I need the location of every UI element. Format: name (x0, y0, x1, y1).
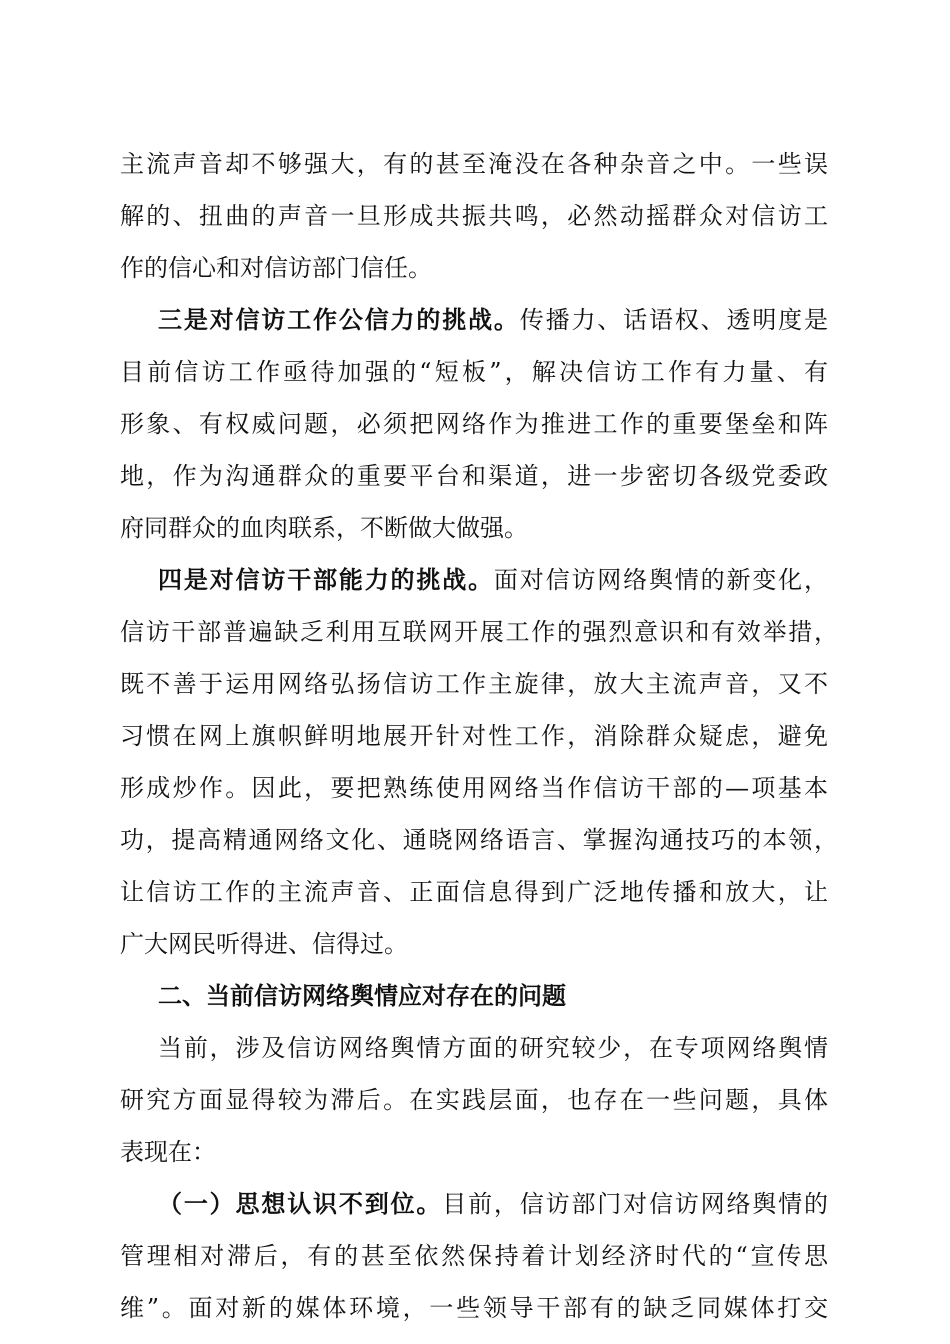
body-line (0, 817, 950, 863)
body-line (0, 869, 950, 915)
line-text: 广大网民听得进、信得过。 (120, 930, 408, 958)
line-text: 维”。面对新的媒体环境，一些领导干部有的缺乏同媒体打交 (120, 1294, 828, 1322)
body-line (0, 1077, 950, 1123)
line-text: 功，提高精通网络文化、通晓网络语言、掌握沟通技巧的本领， (120, 826, 838, 854)
line-text: 表现在： (120, 1138, 216, 1166)
body-line (0, 141, 950, 187)
paragraph-first-line (0, 1025, 950, 1071)
paragraph-lead-heading: 四是对信访干部能力的挑战。 (158, 566, 494, 594)
paragraph-first-line (0, 557, 950, 603)
line-text: 既不善于运用网络弘扬信访工作主旋律，放大主流声音，又不 (120, 670, 828, 698)
paragraph-lead-heading: 三是对信访工作公信力的挑战。 (158, 306, 520, 334)
line-text: 传播力、话语权、透明度是 (519, 306, 829, 334)
section-heading (0, 973, 950, 1019)
line-text: 目前信访工作亟待加强的“短板”，解决信访工作有力量、有 (120, 358, 828, 386)
body-line (0, 1285, 950, 1331)
body-line (0, 1129, 950, 1175)
line-text: 当前，涉及信访网络舆情方面的研究较少，在专项网络舆情 (158, 1034, 828, 1062)
paragraph-first-line (0, 297, 950, 343)
paragraph-first-line (0, 1181, 950, 1227)
body-line (0, 349, 950, 395)
body-line (0, 401, 950, 447)
line-text: 地，作为沟通群众的重要平台和渠道，进一步密切各级党委政 (120, 462, 828, 490)
line-text: 主流声音却不够强大，有的甚至淹没在各种杂音之中。一些误 (120, 150, 828, 178)
line-text: 面对信访网络舆情的新变化， (493, 566, 829, 594)
body-line (0, 505, 950, 551)
body-line (0, 609, 950, 655)
line-text: 形成炒作。因此，要把熟练使用网络当作信访干部的—项基本 (120, 774, 828, 802)
body-line (0, 765, 950, 811)
line-text: 目前，信访部门对信访网络舆情的 (442, 1190, 829, 1218)
body-line (0, 661, 950, 707)
body-line (0, 453, 950, 499)
line-text: 信访干部普遍缺乏利用互联网开展工作的强烈意识和有效举措， (120, 618, 838, 646)
body-line (0, 193, 950, 239)
body-line (0, 921, 950, 967)
line-text: 府同群众的血肉联系，不断做大做强。 (120, 514, 528, 542)
section-heading-text: 二、当前信访网络舆情应对存在的问题 (158, 982, 566, 1010)
line-text: 习惯在网上旗帜鲜明地展开针对性工作，消除群众疑虑，避免 (120, 722, 828, 750)
line-text: 形象、有权威问题，必须把网络作为推进工作的重要堡垒和阵 (120, 410, 828, 438)
body-line (0, 1233, 950, 1279)
paragraph-lead-heading: （一）思想认识不到位。 (158, 1190, 443, 1218)
line-text: 解的、扭曲的声音一旦形成共振共鸣，必然动摇群众对信访工 (120, 202, 828, 230)
line-text: 让信访工作的主流声音、正面信息得到广泛地传播和放大，让 (120, 878, 828, 906)
line-text: 研究方面显得较为滞后。在实践层面，也存在一些问题，具体 (120, 1086, 828, 1114)
body-line (0, 713, 950, 759)
line-text: 作的信心和对信访部门信任。 (120, 254, 432, 282)
body-line (0, 245, 950, 291)
line-text: 管理相对滞后，有的甚至依然保持着计划经济时代的“宣传思 (120, 1242, 828, 1270)
